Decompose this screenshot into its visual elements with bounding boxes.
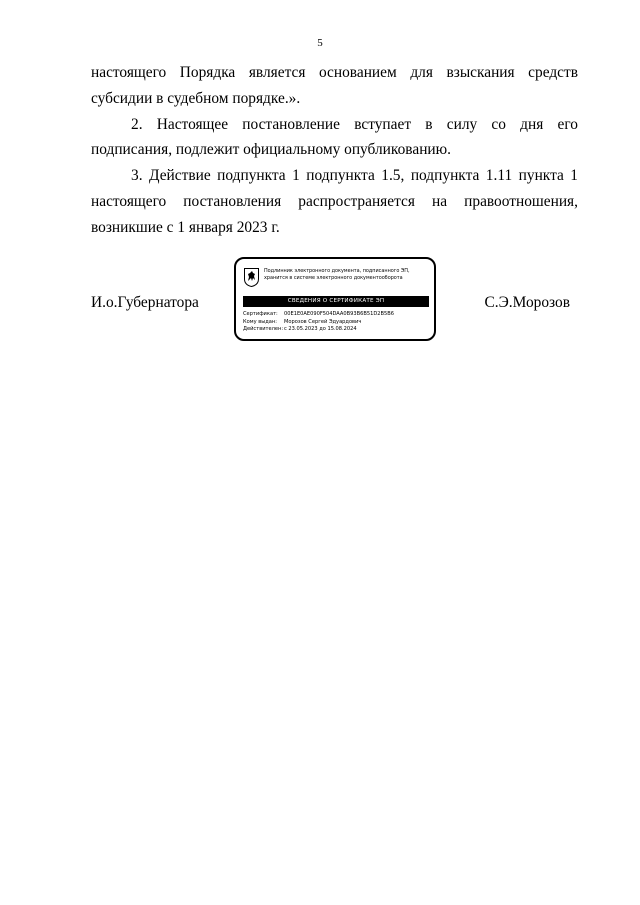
validity-value: с 23.05.2023 до 15.08.2024	[284, 326, 357, 333]
stamp-note	[264, 268, 429, 282]
page-number: 5	[317, 37, 323, 49]
electronic-signature-stamp	[234, 257, 436, 341]
certificate-label: Сертификат:	[243, 311, 278, 317]
stamp-note-line-1: Подлинник электронного документа, подписанного ЭП,	[264, 268, 410, 274]
issued-to-label: Кому выдан:	[243, 318, 277, 325]
stamp-details	[243, 311, 431, 334]
paragraph-1: настоящего Порядка является основанием для взыскания средств субсидии в судебном порядке.».	[91, 64, 578, 107]
paragraph-3: 3. Действие подпункта 1 подпункта 1.5, подпункта 1.11 пункта 1 настоящего постановления распространяется на правоотношения, возникшие с 1 января 2023 г.	[91, 167, 578, 236]
validity-label: Действителен:	[243, 326, 284, 333]
stamp-header: СВЕДЕНИЯ О СЕРТИФИКАТЕ ЭП	[243, 296, 429, 307]
certificate-row	[243, 311, 431, 319]
signer-title: И.о.Губернатора	[91, 294, 199, 311]
document-body	[91, 60, 578, 241]
validity-row	[243, 326, 431, 334]
issued-to-value: Морозов Сергей Эдуардович	[284, 318, 362, 325]
certificate-value: 00E1E0AE090F504DAA0B93B6B51D2B5B6	[284, 311, 394, 317]
paragraph-2: 2. Настоящее постановление вступает в силу со дня его подписания, подлежит официальному опубликованию.	[91, 115, 578, 159]
stamp-note-line-2: хранится в системе электронного документооборота	[264, 275, 403, 281]
coat-of-arms-icon	[244, 268, 259, 287]
signer-name: С.Э.Морозов	[484, 294, 570, 311]
